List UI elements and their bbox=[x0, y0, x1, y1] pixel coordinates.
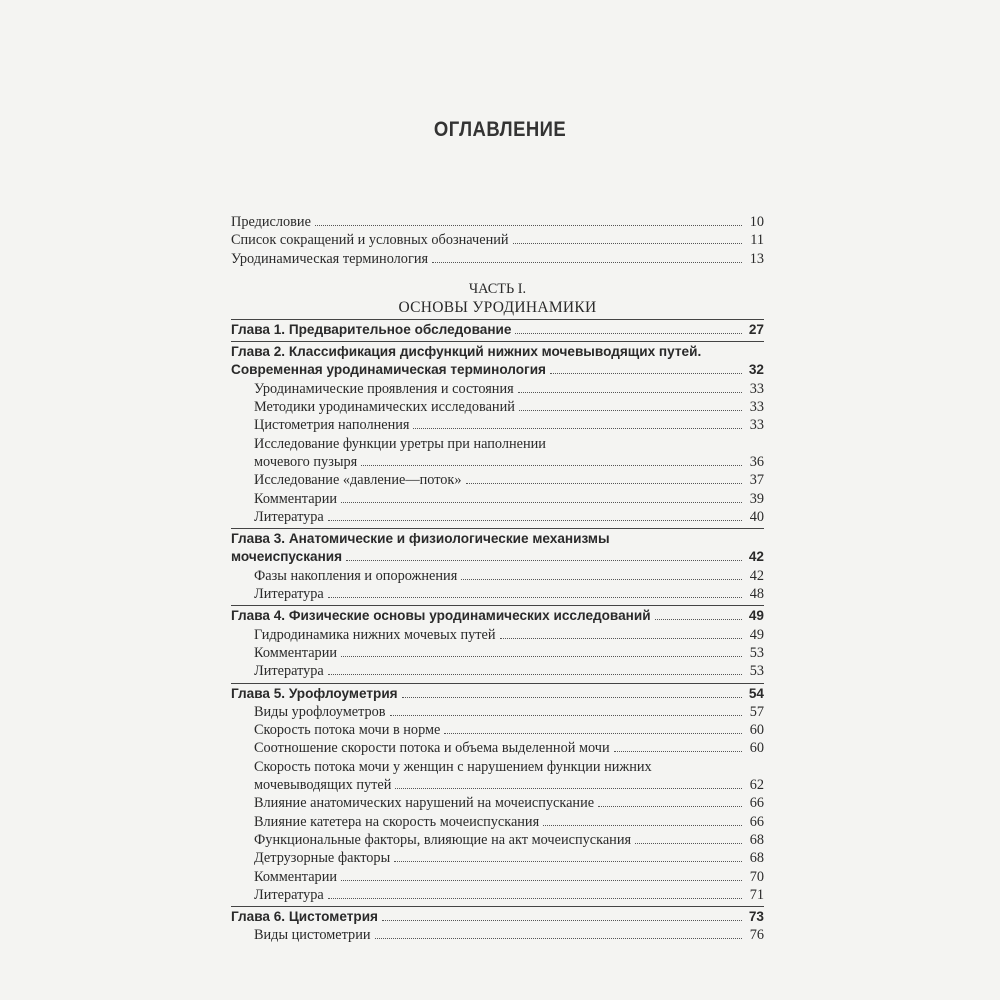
toc-entry-page: 68 bbox=[749, 850, 764, 867]
toc-entry-title: Комментарии bbox=[254, 868, 338, 885]
table-of-contents bbox=[231, 213, 764, 945]
dot-leader bbox=[519, 410, 742, 411]
toc-entry-title: Влияние анатомических нарушений на мочеиспускание bbox=[254, 795, 595, 812]
toc-entry-chapter-5[interactable]: Глава 5. Урофлоуметрия 54 bbox=[231, 685, 764, 701]
toc-entry[interactable] bbox=[231, 416, 764, 434]
toc-entry[interactable] bbox=[231, 490, 764, 508]
toc-entry-page: 66 bbox=[749, 813, 764, 830]
toc-entry-title: Литература bbox=[254, 586, 324, 603]
toc-entry-page: 40 bbox=[749, 508, 764, 525]
toc-entry-title: Функциональные факторы, влияющие на акт мочеиспускания bbox=[254, 831, 632, 848]
toc-entry-page: 57 bbox=[749, 703, 764, 720]
dot-leader bbox=[466, 483, 742, 484]
dot-leader bbox=[341, 502, 742, 503]
toc-entry-page: 70 bbox=[749, 868, 764, 885]
toc-entry-page: 33 bbox=[749, 380, 764, 397]
toc-entry[interactable] bbox=[231, 886, 764, 904]
toc-entry[interactable] bbox=[231, 721, 764, 739]
toc-entry-page: 53 bbox=[749, 644, 764, 661]
toc-entry-title: Детрузорные факторы bbox=[254, 850, 391, 867]
toc-entry-title: Фазы накопления и опорожнения bbox=[254, 567, 458, 584]
toc-entry[interactable] bbox=[231, 231, 764, 249]
dot-leader bbox=[500, 638, 743, 639]
toc-entry-women[interactable]: мочевыводящих путей 62 bbox=[254, 777, 764, 794]
toc-entry-page: 49 bbox=[749, 626, 764, 643]
toc-entry-title: Список сокращений и условных обозначений bbox=[231, 232, 509, 249]
dot-leader bbox=[518, 392, 742, 393]
toc-entry[interactable] bbox=[231, 567, 764, 585]
toc-entry-title: Литература bbox=[254, 508, 324, 525]
dot-leader bbox=[328, 520, 742, 521]
toc-entry-page: 39 bbox=[749, 490, 764, 507]
part-label: ЧАСТЬ I. bbox=[468, 280, 527, 297]
toc-entry[interactable] bbox=[231, 926, 764, 944]
dot-leader bbox=[598, 806, 742, 807]
dot-leader bbox=[341, 880, 742, 881]
toc-entry[interactable] bbox=[231, 398, 764, 416]
toc-entry-page: 13 bbox=[749, 250, 764, 267]
toc-entry-title: Комментарии bbox=[254, 490, 338, 507]
toc-entry-women-line1: Скорость потока мочи у женщин с нарушением функции нижних bbox=[254, 758, 652, 775]
toc-entry-page: 42 bbox=[749, 567, 764, 584]
toc-entry[interactable] bbox=[231, 213, 764, 231]
dot-leader bbox=[394, 861, 742, 862]
toc-entry-page: 33 bbox=[749, 399, 764, 416]
toc-entry[interactable] bbox=[231, 626, 764, 644]
dot-leader bbox=[328, 597, 742, 598]
toc-entry-title: Исследование «давление—поток» bbox=[254, 472, 462, 489]
part-name: ОСНОВЫ УРОДИНАМИКИ bbox=[398, 298, 597, 316]
toc-entry[interactable] bbox=[231, 662, 764, 680]
toc-entry-title: Методики уродинамических исследований bbox=[254, 399, 515, 416]
toc-entry[interactable] bbox=[231, 703, 764, 721]
toc-entry-chapter-3[interactable]: мочеиспускания 42 bbox=[231, 549, 764, 565]
toc-entry-title: Цистометрия наполнения bbox=[254, 417, 410, 434]
toc-entry-chapter-1[interactable]: Глава 1. Предварительное обследование 27 bbox=[231, 321, 764, 337]
toc-entry-page: 33 bbox=[749, 417, 764, 434]
dot-leader bbox=[444, 733, 742, 734]
dot-leader bbox=[375, 938, 743, 939]
toc-entry-page: 53 bbox=[749, 663, 764, 680]
toc-entry-title: Литература bbox=[254, 886, 324, 903]
toc-entry[interactable] bbox=[231, 585, 764, 603]
toc-entry[interactable] bbox=[231, 849, 764, 867]
toc-entry-chapter-6[interactable]: Глава 6. Цистометрия 73 bbox=[231, 909, 764, 925]
dot-leader bbox=[461, 579, 742, 580]
dot-leader bbox=[341, 656, 742, 657]
toc-entry-page: 66 bbox=[749, 795, 764, 812]
toc-entry[interactable] bbox=[231, 644, 764, 662]
toc-entry-title: Уродинамическая терминология bbox=[231, 250, 429, 267]
dot-leader bbox=[614, 751, 742, 752]
toc-entry[interactable] bbox=[231, 794, 764, 812]
toc-entry-urethra-line1: Исследование функции уретры при наполнении bbox=[254, 435, 546, 452]
dot-leader bbox=[315, 225, 742, 226]
dot-leader bbox=[413, 428, 742, 429]
dot-leader bbox=[390, 715, 742, 716]
toc-entry-page: 37 bbox=[749, 472, 764, 489]
dot-leader bbox=[432, 262, 742, 263]
toc-entry-title: Литература bbox=[254, 663, 324, 680]
toc-entry-page: 10 bbox=[749, 214, 764, 230]
toc-entry-page: 60 bbox=[749, 722, 764, 739]
toc-entry-urethra[interactable]: мочевого пузыря 36 bbox=[254, 453, 764, 470]
toc-entry-chapter-3-line1: Глава 3. Анатомические и физиологические механизмы bbox=[231, 531, 610, 547]
toc-entry[interactable] bbox=[231, 471, 764, 489]
toc-entry[interactable] bbox=[231, 868, 764, 886]
toc-entry-page: 11 bbox=[750, 232, 764, 249]
toc-entry[interactable] bbox=[231, 250, 764, 268]
toc-entry[interactable] bbox=[231, 508, 764, 526]
toc-entry-title: Уродинамические проявления и состояния bbox=[254, 380, 514, 397]
toc-entry-title: Виды цистометрии bbox=[254, 927, 371, 944]
toc-entry[interactable] bbox=[231, 813, 764, 831]
toc-entry-page: 48 bbox=[749, 586, 764, 603]
toc-entry-title: Скорость потока мочи в норме bbox=[254, 722, 441, 739]
dot-leader bbox=[328, 674, 742, 675]
toc-entry-title: Виды урофлоуметров bbox=[254, 703, 386, 720]
toc-entry-title: Соотношение скорости потока и объема выделенной мочи bbox=[254, 740, 610, 757]
toc-entry[interactable] bbox=[231, 380, 764, 398]
toc-entry-chapter-4[interactable]: Глава 4. Физические основы уродинамических исследований 49 bbox=[231, 608, 764, 624]
toc-entry-title: Предисловие bbox=[231, 214, 311, 230]
toc-entry-title: Влияние катетера на скорость мочеиспускания bbox=[254, 813, 540, 830]
toc-entry-page: 60 bbox=[749, 740, 764, 757]
toc-entry-page: 71 bbox=[749, 886, 764, 903]
page-title: ОГЛАВЛЕНИЕ bbox=[433, 118, 567, 141]
toc-entry-title: Комментарии bbox=[254, 644, 338, 661]
toc-entry-chapter-2-line1: Глава 2. Классификация дисфункций нижних мочевыводящих путей. bbox=[231, 344, 702, 360]
toc-entry[interactable] bbox=[231, 831, 764, 849]
toc-entry[interactable] bbox=[231, 739, 764, 757]
dot-leader bbox=[328, 898, 742, 899]
toc-entry-page: 68 bbox=[749, 831, 764, 848]
toc-entry-title: Гидродинамика нижних мочевых путей bbox=[254, 626, 496, 643]
dot-leader bbox=[543, 825, 742, 826]
toc-entry-chapter-2[interactable]: Современная уродинамическая терминология 32 bbox=[231, 362, 764, 378]
dot-leader bbox=[635, 843, 742, 844]
toc-entry-page: 76 bbox=[749, 927, 764, 944]
dot-leader bbox=[513, 243, 742, 244]
